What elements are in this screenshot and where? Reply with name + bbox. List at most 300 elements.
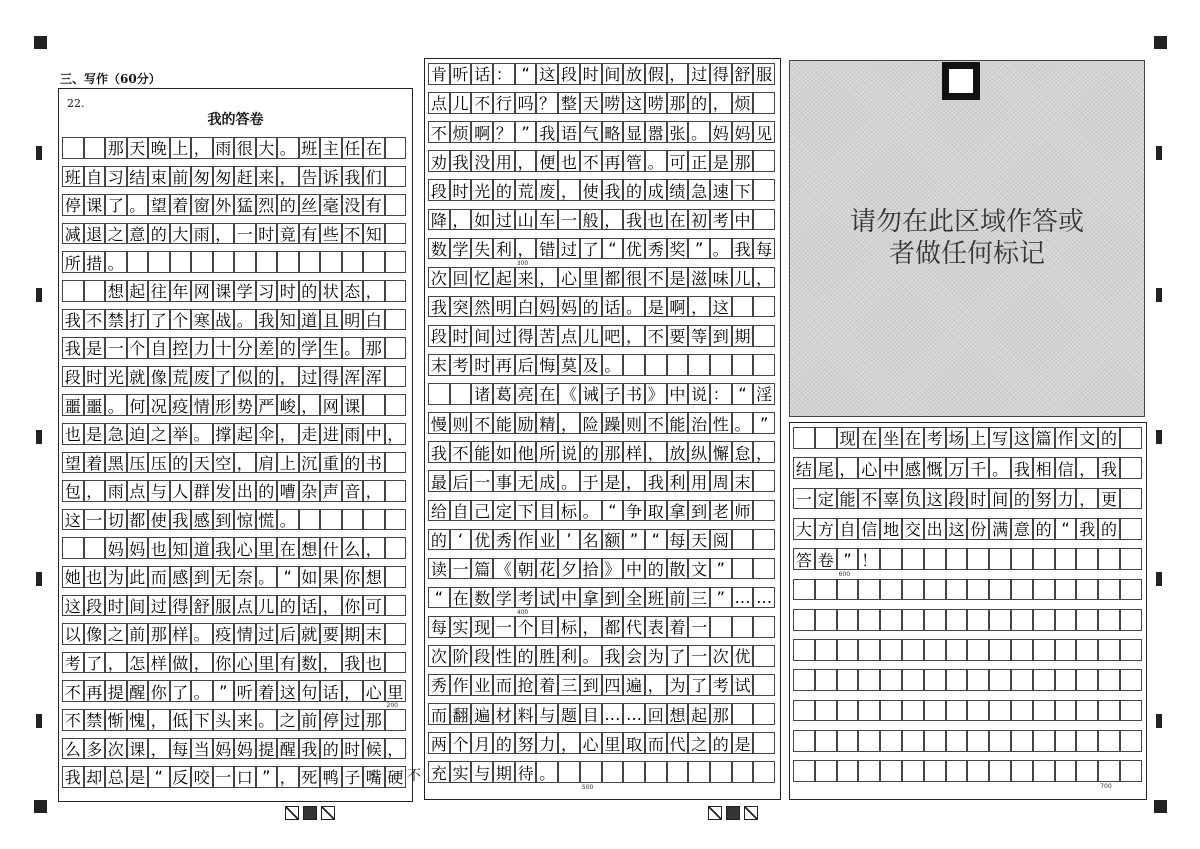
grid-row	[428, 267, 775, 289]
grid-cell: 葛	[493, 383, 515, 405]
grid-cell: 班	[62, 166, 84, 188]
grid-cell: 份	[967, 518, 989, 540]
grid-cell	[989, 669, 1011, 691]
grid-cell: 状	[320, 280, 342, 302]
grid-cell: 样	[170, 623, 192, 645]
grid-cell: 额	[602, 529, 624, 551]
char-count-marker: 300	[516, 259, 529, 267]
grid-cell: 话	[602, 296, 624, 318]
grid-row	[428, 587, 775, 609]
grid-cell: 心	[858, 457, 880, 479]
footer-marks-right	[708, 806, 758, 820]
grid-cell: 见	[753, 121, 775, 143]
grid-cell: 之	[105, 223, 127, 245]
grid-cell: 也	[363, 652, 385, 674]
grid-cell: 坐	[880, 427, 902, 449]
grid-cell: 秀	[493, 529, 515, 551]
grid-cell: 上	[967, 427, 989, 449]
grid-cell	[234, 251, 256, 273]
grid-cell	[84, 537, 106, 559]
grid-row	[428, 354, 775, 376]
grid-cell: ，	[536, 267, 558, 289]
grid-cell: 山	[515, 209, 537, 231]
grid-cell: 慢	[428, 412, 450, 434]
grid-cell: 自	[450, 500, 472, 522]
grid-cell: 的	[277, 337, 299, 359]
grid-cell: 是	[667, 267, 689, 289]
grid-cell	[385, 452, 407, 474]
grid-cell	[989, 639, 1011, 661]
grid-cell: 望	[62, 452, 84, 474]
grid-cell: “	[1055, 518, 1077, 540]
grid-cell: 一	[105, 337, 127, 359]
grid-cell: 考	[924, 427, 946, 449]
grid-cell: 在	[667, 209, 689, 231]
grid-cell	[793, 579, 815, 601]
grid-cell: ，	[710, 92, 732, 114]
grid-cell: 。	[127, 194, 149, 216]
grid-cell	[1076, 639, 1098, 661]
grid-cell: 话	[471, 63, 493, 85]
grid-cell: ，	[320, 595, 342, 617]
grid-cell: 听	[234, 680, 256, 702]
grid-cell: 也	[148, 537, 170, 559]
grid-cell: 妈	[710, 121, 732, 143]
grid-cell: 就	[299, 623, 321, 645]
grid-cell: 张	[667, 121, 689, 143]
grid-cell: ：	[493, 63, 515, 85]
grid-cell: 禁	[84, 709, 106, 731]
grid-cell: 里	[602, 732, 624, 754]
grid-cell: 也	[84, 566, 106, 588]
grid-cell: 醒	[127, 680, 149, 702]
grid-cell: ，	[277, 166, 299, 188]
grid-cell	[710, 761, 732, 783]
grid-cell: 要	[667, 325, 689, 347]
grid-cell: 万	[946, 457, 968, 479]
grid-cell: 时	[277, 280, 299, 302]
grid-cell: 我	[450, 150, 472, 172]
grid-cell: ，	[558, 179, 580, 201]
grid-cell	[645, 761, 667, 783]
grid-cell: 滋	[688, 267, 710, 289]
grid-cell: 之	[148, 423, 170, 445]
grid-cell	[989, 730, 1011, 752]
grid-cell: 《	[558, 383, 580, 405]
grid-cell: 晚	[148, 137, 170, 159]
grid-cell	[645, 354, 667, 376]
grid-cell: 上	[170, 137, 192, 159]
grid-cell: ”	[688, 238, 710, 260]
char-count-marker: 400	[516, 609, 529, 616]
grid-cell: 里	[256, 537, 278, 559]
side-tick	[1156, 714, 1162, 728]
grid-row	[428, 383, 775, 405]
grid-cell: 外	[213, 194, 235, 216]
grid-cell: 停	[320, 709, 342, 731]
grid-cell: 唠	[645, 92, 667, 114]
grid-cell	[858, 579, 880, 601]
grid-cell: 用	[688, 470, 710, 492]
grid-cell	[1076, 609, 1098, 631]
grid-cell: 雨	[191, 223, 213, 245]
grid-cell: 抢	[515, 674, 537, 696]
grid-cell	[450, 383, 472, 405]
grid-cell: 学	[299, 337, 321, 359]
grid-cell: 段	[471, 645, 493, 667]
grid-cell	[732, 761, 754, 783]
grid-cell: 的	[710, 732, 732, 754]
grid-cell: 料	[515, 703, 537, 725]
grid-cell	[989, 609, 1011, 631]
grid-cell: 过	[342, 709, 364, 731]
grid-row	[62, 623, 406, 645]
grid-cell	[967, 639, 989, 661]
grid-cell: 险	[580, 412, 602, 434]
grid-cell	[1120, 609, 1142, 631]
grid-cell	[989, 548, 1011, 570]
grid-cell: 妈	[127, 537, 149, 559]
grid-cell: 啊	[471, 121, 493, 143]
grid-cell	[753, 761, 775, 783]
grid-cell: 这	[924, 488, 946, 510]
grid-cell	[385, 595, 407, 617]
grid-cell: 管	[623, 150, 645, 172]
grid-cell: 雨	[105, 480, 127, 502]
grid-cell: 听	[450, 63, 472, 85]
grid-cell: 课	[84, 194, 106, 216]
grid-cell: 点	[234, 595, 256, 617]
grid-cell	[946, 700, 968, 722]
grid-cell: 压	[127, 452, 149, 474]
grid-cell: …	[753, 587, 775, 609]
grid-cell: 道	[299, 309, 321, 331]
grid-cell: 。	[191, 680, 213, 702]
grid-cell: 句	[299, 680, 321, 702]
corner-mark-bottom-left	[34, 800, 47, 813]
grid-cell	[902, 730, 924, 752]
grid-cell: 时	[580, 63, 602, 85]
grid-cell	[924, 700, 946, 722]
writing-grid-middle	[428, 63, 776, 793]
grid-row	[428, 761, 775, 783]
grid-cell: 举	[170, 423, 192, 445]
grid-cell: 明	[342, 309, 364, 331]
grid-cell: 里	[256, 652, 278, 674]
grid-cell: 着	[170, 194, 192, 216]
grid-cell: 利	[493, 238, 515, 260]
grid-cell: 前	[127, 623, 149, 645]
grid-cell: 优	[471, 529, 493, 551]
grid-cell	[793, 427, 815, 449]
grid-cell: 进	[320, 423, 342, 445]
grid-cell: 的	[277, 595, 299, 617]
grid-cell: 信	[1055, 457, 1077, 479]
grid-cell	[1011, 669, 1033, 691]
grid-cell: 试	[536, 587, 558, 609]
grid-cell: 的	[1011, 488, 1033, 510]
grid-cell	[1011, 548, 1033, 570]
grid-cell	[793, 669, 815, 691]
grid-overflow-text: 不	[407, 768, 421, 785]
grid-cell	[732, 354, 754, 376]
grid-cell	[1033, 548, 1055, 570]
grid-cell: ，	[191, 652, 213, 674]
grid-cell: 气	[580, 121, 602, 143]
grid-cell: 他	[515, 441, 537, 463]
grid-cell	[1033, 730, 1055, 752]
grid-cell: 情	[234, 623, 256, 645]
grid-cell: 淫	[753, 383, 775, 405]
grid-cell: 性	[710, 412, 732, 434]
grid-cell: 失	[471, 238, 493, 260]
grid-cell: 形	[213, 394, 235, 416]
grid-cell: 。	[580, 645, 602, 667]
grid-cell: 黑	[105, 452, 127, 474]
grid-cell: 想	[363, 566, 385, 588]
grid-cell: 习	[256, 280, 278, 302]
grid-cell: 次	[428, 267, 450, 289]
grid-cell: 期	[493, 761, 515, 783]
grid-cell: 与	[536, 703, 558, 725]
grid-cell: 的	[256, 366, 278, 388]
grid-cell: 势	[234, 394, 256, 416]
grid-cell	[385, 366, 407, 388]
grid-cell: 花	[536, 558, 558, 580]
side-tick	[36, 146, 42, 160]
grid-cell: 间	[127, 595, 149, 617]
grid-cell: 前	[170, 166, 192, 188]
grid-cell: 下	[191, 709, 213, 731]
grid-row	[428, 500, 775, 522]
grid-cell: 自	[148, 337, 170, 359]
grid-cell: 不	[428, 121, 450, 143]
grid-cell: 妈	[558, 296, 580, 318]
grid-cell	[1098, 669, 1120, 691]
grid-cell: …	[732, 587, 754, 609]
grid-cell	[1033, 760, 1055, 782]
grid-cell: 噩	[84, 394, 106, 416]
grid-cell	[793, 639, 815, 661]
grid-cell: 争	[623, 500, 645, 522]
grid-cell: 数	[299, 652, 321, 674]
grid-cell: 在	[363, 137, 385, 159]
grid-cell: 结	[127, 166, 149, 188]
grid-cell: ，	[558, 412, 580, 434]
grid-cell: 后	[515, 354, 537, 376]
grid-cell: 告	[299, 166, 321, 188]
grid-cell: 略	[602, 121, 624, 143]
grid-row	[62, 394, 406, 416]
grid-cell	[558, 761, 580, 783]
grid-cell: 噩	[62, 394, 84, 416]
grid-cell: 的	[1033, 518, 1055, 540]
grid-cell	[946, 639, 968, 661]
grid-cell	[1055, 548, 1077, 570]
writing-grid-right	[793, 427, 1143, 795]
grid-cell: 现	[471, 616, 493, 638]
grid-cell	[1098, 639, 1120, 661]
grid-cell: 我	[62, 309, 84, 331]
footer-marks-left	[285, 806, 335, 820]
grid-cell	[753, 179, 775, 201]
grid-cell: 不	[471, 412, 493, 434]
grid-cell	[837, 700, 859, 722]
grid-cell: 时	[84, 366, 106, 388]
grid-row	[62, 251, 406, 273]
grid-cell: 禁	[105, 309, 127, 331]
grid-cell: ‘	[450, 529, 472, 551]
grid-cell: 习	[105, 166, 127, 188]
footer-mark	[285, 806, 299, 820]
grid-cell	[602, 761, 624, 783]
grid-row	[62, 595, 406, 617]
grid-cell: 很	[234, 137, 256, 159]
grid-cell: 间	[602, 63, 624, 85]
grid-cell: 我	[645, 470, 667, 492]
grid-cell: 次	[710, 645, 732, 667]
grid-cell	[924, 609, 946, 631]
grid-cell: 下	[515, 500, 537, 522]
grid-cell: 的	[688, 92, 710, 114]
grid-cell	[793, 760, 815, 782]
grid-cell	[385, 537, 407, 559]
grid-cell: 题	[558, 703, 580, 725]
grid-cell: 荒	[170, 366, 192, 388]
grid-cell: 在	[902, 427, 924, 449]
grid-cell	[880, 760, 902, 782]
grid-cell	[385, 480, 407, 502]
grid-cell: ？	[493, 121, 515, 143]
grid-cell	[1098, 760, 1120, 782]
grid-cell: 交	[902, 518, 924, 540]
section-title: 三、写作（60分）	[60, 72, 161, 86]
grid-cell: 方	[815, 518, 837, 540]
grid-cell: 而	[428, 703, 450, 725]
grid-cell: 不	[450, 441, 472, 463]
grid-cell: 大	[256, 137, 278, 159]
grid-cell: 峻	[277, 394, 299, 416]
grid-cell: 躁	[602, 412, 624, 434]
grid-cell: 差	[256, 337, 278, 359]
grid-cell: 一	[450, 558, 472, 580]
grid-cell	[299, 251, 321, 273]
grid-cell: 惊	[234, 509, 256, 531]
grid-cell	[815, 700, 837, 722]
grid-cell: 尾	[815, 457, 837, 479]
grid-cell	[902, 579, 924, 601]
grid-cell: ’	[558, 529, 580, 551]
grid-cell	[967, 548, 989, 570]
grid-cell: 而	[148, 566, 170, 588]
grid-cell: ，	[84, 480, 106, 502]
grid-cell	[1120, 488, 1142, 510]
grid-cell	[858, 639, 880, 661]
grid-cell: 说	[558, 441, 580, 463]
grid-cell: 鸭	[320, 766, 342, 788]
grid-cell: 我	[623, 209, 645, 231]
grid-cell: 名	[580, 529, 602, 551]
grid-cell: 写	[989, 427, 1011, 449]
grid-cell	[815, 579, 837, 601]
grid-cell: 书	[623, 383, 645, 405]
corner-mark-bottom-right	[1154, 800, 1167, 813]
char-count-marker: 700	[1100, 782, 1112, 790]
grid-cell: 天	[191, 452, 213, 474]
grid-cell: 待	[515, 761, 537, 783]
grid-cell: ，	[234, 452, 256, 474]
grid-cell	[902, 609, 924, 631]
grid-row	[793, 488, 1142, 510]
grid-cell: 了	[170, 680, 192, 702]
grid-cell: 期	[342, 623, 364, 645]
grid-cell: 做	[170, 652, 192, 674]
grid-cell: ”	[515, 121, 537, 143]
grid-cell: 一	[688, 616, 710, 638]
grid-cell: ，	[213, 223, 235, 245]
grid-cell: 中	[363, 423, 385, 445]
grid-cell: 子	[602, 383, 624, 405]
grid-cell: 篇	[1033, 427, 1055, 449]
grid-cell: 次	[105, 738, 127, 760]
grid-cell: 每	[170, 738, 192, 760]
grid-cell: 我	[62, 337, 84, 359]
grid-cell: 放	[667, 441, 689, 463]
grid-cell: ，	[148, 709, 170, 731]
grid-cell: 烈	[256, 194, 278, 216]
grid-cell: 当	[191, 738, 213, 760]
grid-cell: 得	[515, 325, 537, 347]
grid-cell: 时	[450, 325, 472, 347]
grid-row	[793, 457, 1142, 479]
grid-cell: 妈	[234, 738, 256, 760]
grid-row	[62, 423, 406, 445]
grid-cell: 散	[667, 558, 689, 580]
grid-cell: 表	[645, 616, 667, 638]
grid-cell	[902, 760, 924, 782]
grid-cell: 。	[256, 566, 278, 588]
grid-cell: 了	[84, 652, 106, 674]
grid-cell: ，	[602, 209, 624, 231]
grid-cell: 了	[148, 309, 170, 331]
grid-cell: 励	[515, 412, 537, 434]
grid-cell: 不	[580, 150, 602, 172]
grid-row	[793, 730, 1142, 752]
grid-cell: 车	[536, 209, 558, 231]
grid-cell: 翻	[450, 703, 472, 725]
grid-cell: 光	[471, 179, 493, 201]
grid-cell	[1120, 518, 1142, 540]
grid-cell: 这	[62, 595, 84, 617]
grid-cell: 我	[256, 309, 278, 331]
grid-cell: 不	[858, 488, 880, 510]
grid-cell: 我	[536, 121, 558, 143]
grid-cell: 心	[558, 267, 580, 289]
grid-cell: 则	[623, 412, 645, 434]
grid-cell: 己	[471, 500, 493, 522]
grid-cell	[1098, 609, 1120, 631]
grid-cell: 地	[880, 518, 902, 540]
grid-cell	[1055, 730, 1077, 752]
grid-cell: 往	[148, 280, 170, 302]
grid-cell: “	[732, 383, 754, 405]
grid-cell: 拿	[580, 587, 602, 609]
grid-cell: 周	[710, 470, 732, 492]
grid-cell: 时	[105, 595, 127, 617]
grid-cell: 也	[645, 209, 667, 231]
grid-cell: 后	[277, 623, 299, 645]
grid-cell	[837, 669, 859, 691]
